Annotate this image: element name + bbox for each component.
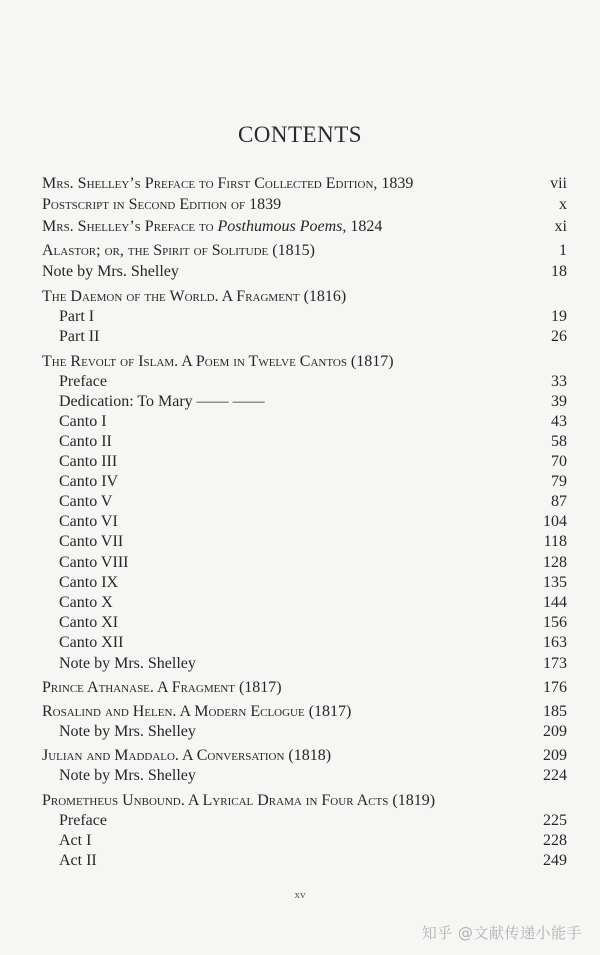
toc-entry-page: 79: [551, 473, 567, 490]
toc-entry-page: 87: [551, 493, 567, 510]
toc-entry-text: , 1824: [342, 218, 383, 235]
toc-entry: [0, 392, 600, 412]
toc-entry-text: Part II: [59, 328, 100, 345]
toc-entry-title: [42, 678, 282, 698]
toc-entry-title: [59, 766, 196, 786]
toc-entry-title: [59, 492, 112, 512]
toc-entry-page: 104: [543, 513, 567, 530]
toc-entry: [0, 195, 600, 215]
toc-entry: [0, 472, 600, 492]
toc-entry-text: Canto X: [59, 594, 113, 611]
toc-entry-text: Canto I: [59, 413, 107, 430]
toc-entry-title: [59, 613, 118, 633]
toc-entry: [0, 287, 600, 307]
toc-entry: [0, 791, 600, 811]
toc-entry-title: [59, 392, 265, 412]
toc-entry-page: 26: [551, 328, 567, 345]
toc-entry-title: [42, 195, 281, 215]
toc-entry-text: Dedication: To Mary —— ——: [59, 393, 265, 410]
toc-entry-page: 58: [551, 433, 567, 450]
toc-entry-page: 43: [551, 413, 567, 430]
toc-entry-page: 209: [543, 723, 567, 740]
toc-entry-text: Canto III: [59, 453, 118, 470]
toc-entry-page: xi: [554, 218, 567, 235]
toc-entry-title: [59, 372, 107, 392]
toc-entry-text: Act I: [59, 832, 92, 849]
toc-entry: [0, 851, 600, 871]
toc-entry-page: 249: [543, 852, 567, 869]
toc-entry-page: 70: [551, 453, 567, 470]
toc-entry-text: Canto VII: [59, 533, 124, 550]
toc-entry-page: x: [559, 196, 567, 213]
toc-entry-text: Canto II: [59, 433, 112, 450]
toc-entry-page: 18: [551, 263, 567, 280]
toc-entry-text: Posthumous Poems: [217, 218, 343, 235]
toc-entry-text: Canto XII: [59, 634, 124, 651]
toc-entry: [0, 746, 600, 766]
toc-entry: [0, 241, 600, 261]
toc-entry: [0, 654, 600, 674]
toc-entry-page: 39: [551, 393, 567, 410]
toc-entry-title: [42, 241, 315, 261]
toc-entry-title: [42, 287, 346, 307]
toc-entry: [0, 492, 600, 512]
toc-entry-title: [59, 831, 91, 851]
toc-entry: [0, 327, 600, 347]
toc-entry-text: Note by Mrs. Shelley: [59, 723, 196, 740]
toc-entry-text: Canto V: [59, 493, 113, 510]
toc-entry-title: [59, 553, 128, 573]
toc-entry-text: Prince Athanase. A Fragment (1817): [42, 679, 282, 696]
toc-entry: [0, 432, 600, 452]
toc-entry: [0, 831, 600, 851]
toc-entry: [0, 307, 600, 327]
toc-entry-title: [59, 512, 118, 532]
toc-entry: [0, 573, 600, 593]
toc-entry-page: 128: [543, 554, 567, 571]
toc-entry-text: The Daemon of the World. A Fragment (1816): [42, 288, 347, 305]
toc-entry: [0, 352, 600, 372]
toc-entry-text: Note by Mrs. Shelley: [59, 655, 196, 672]
toc-entry-title: [59, 532, 123, 552]
toc-entry-page: 173: [543, 655, 567, 672]
toc-entry: [0, 811, 600, 831]
toc-entry-page: 163: [543, 634, 567, 651]
toc-entry: [0, 722, 600, 742]
toc-entry: [0, 512, 600, 532]
toc-entry-text: Note by Mrs. Shelley: [59, 767, 196, 784]
toc-entry-text: Canto VIII: [59, 554, 129, 571]
toc-entry-page: 185: [543, 703, 567, 720]
toc-entry-text: Preface: [59, 373, 107, 390]
toc-entry-text: Mrs. Shelley’s Preface to: [42, 218, 218, 235]
toc-entry-title: [59, 573, 118, 593]
toc-entry-text: Julian and Maddalo. A Conversation (1818): [42, 747, 332, 764]
toc-entry-title: [59, 722, 196, 742]
toc-entry-title: [59, 811, 107, 831]
toc-entry-text: Note by Mrs. Shelley: [42, 263, 179, 280]
toc-entry-title: [42, 746, 331, 766]
toc-entry: [0, 452, 600, 472]
toc-entry-title: [42, 174, 413, 194]
toc-entry-title: [42, 791, 435, 811]
toc-entry: [0, 532, 600, 552]
toc-entry-title: [59, 851, 97, 871]
toc-entry: [0, 217, 600, 237]
toc-entry: [0, 553, 600, 573]
toc-entry-title: [42, 217, 382, 237]
toc-entry-text: The Revolt of Islam. A Poem in Twelve Cantos (1817): [42, 353, 394, 370]
toc-entry-page: vii: [550, 175, 567, 192]
page-number: xv: [294, 889, 306, 901]
page-title: CONTENTS: [237, 122, 363, 147]
toc-entry-title: [59, 472, 118, 492]
toc-entry-text: Act II: [59, 852, 97, 869]
toc-entry: [0, 702, 600, 722]
toc-entry: [0, 593, 600, 613]
toc-entry-page: 176: [543, 679, 567, 696]
toc-entry-page: 209: [543, 747, 567, 764]
toc-entry-text: Mrs. Shelley’s Preface to First Collected Edition, 1839: [42, 175, 414, 192]
toc-entry: [0, 633, 600, 653]
toc-entry: [0, 678, 600, 698]
toc-entry-page: 1: [559, 242, 567, 259]
toc-entry-title: [42, 262, 179, 282]
toc-entry-text: Canto VI: [59, 513, 118, 530]
toc-entry-text: Preface: [59, 812, 107, 829]
toc-entry-page: 19: [551, 308, 567, 325]
toc-entry-page: 224: [543, 767, 567, 784]
toc-entry-title: [59, 593, 113, 613]
toc-entry-text: Rosalind and Helen. A Modern Eclogue (1817): [42, 703, 352, 720]
toc-entry-page: 33: [551, 373, 567, 390]
toc-entry-text: Canto XI: [59, 614, 119, 631]
toc-entry-text: Postscript in Second Edition of 1839: [42, 196, 282, 213]
toc-entry: [0, 613, 600, 633]
toc-entry-title: [59, 654, 196, 674]
toc-entry-text: Canto IX: [59, 574, 119, 591]
toc-entry-title: [59, 452, 117, 472]
toc-entry-page: 118: [543, 533, 567, 550]
toc-entry: [0, 766, 600, 786]
toc-entry: [0, 372, 600, 392]
toc-entry-page: 156: [543, 614, 567, 631]
toc-entry: [0, 174, 600, 194]
toc-entry-page: 144: [543, 594, 567, 611]
toc-entry: [0, 412, 600, 432]
toc-entry-title: [59, 432, 112, 452]
toc-entry-title: [59, 327, 99, 347]
toc-entry: [0, 262, 600, 282]
toc-entry-text: Part I: [59, 308, 95, 325]
watermark: 知乎 @文献传递小能手: [421, 924, 582, 942]
toc-entry-text: Alastor; or, the Spirit of Solitude (1815): [42, 242, 315, 259]
toc-entry-title: [59, 307, 94, 327]
toc-entry-page: 135: [543, 574, 567, 591]
toc-entry-text: Canto IV: [59, 473, 119, 490]
toc-entry-text: Prometheus Unbound. A Lyrical Drama in Four Acts (1819): [42, 792, 436, 809]
toc-entry-title: [59, 633, 123, 653]
toc-entry-title: [42, 352, 394, 372]
toc-entry-title: [42, 702, 351, 722]
toc-entry-title: [59, 412, 107, 432]
toc-entry-page: 228: [543, 832, 567, 849]
toc-entry-page: 225: [543, 812, 567, 829]
